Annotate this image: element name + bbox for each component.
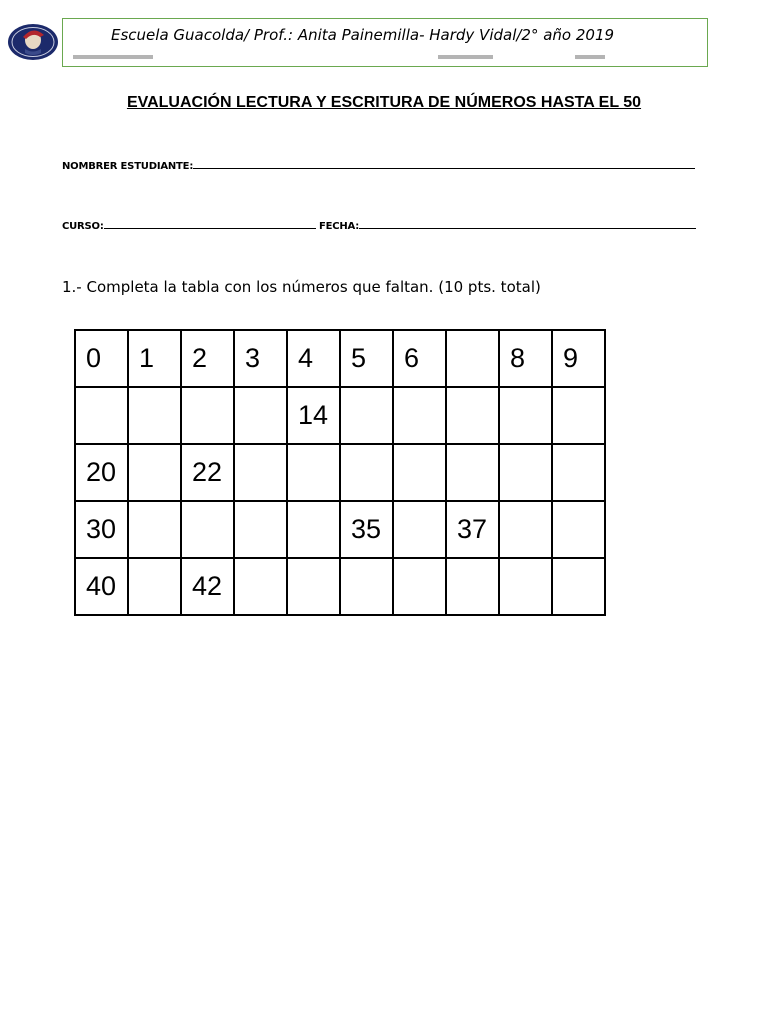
empty-number-cell[interactable] [234,387,287,444]
table-row [75,501,605,558]
empty-number-cell[interactable] [75,387,128,444]
empty-number-cell[interactable] [181,387,234,444]
school-logo [7,23,59,61]
empty-number-cell[interactable] [446,387,499,444]
number-cell [75,501,128,558]
number-cell [287,387,340,444]
number-cell-value: 9 [563,343,579,373]
empty-number-cell[interactable] [552,444,605,501]
number-cell [552,330,605,387]
empty-number-cell[interactable] [446,444,499,501]
header-box [62,18,708,67]
evaluation-title [0,94,768,112]
table-row [75,387,605,444]
empty-number-cell[interactable] [128,501,181,558]
empty-number-cell[interactable] [287,501,340,558]
number-cell-value: 5 [351,343,367,373]
date-blank[interactable] [359,218,696,229]
empty-number-cell[interactable] [234,558,287,615]
school-header-text: Escuela Guacolda/ Prof.: Anita Painemilla- Hardy Vidal/2° año 2019 [111,26,615,44]
number-cell [75,444,128,501]
student-name-label: NOMBRER ESTUDIANTE: [62,161,194,172]
empty-number-cell[interactable] [393,558,446,615]
number-cell-value: 1 [139,343,155,373]
header-ghost-mark [73,55,153,59]
header-ghost-mark [438,55,493,59]
number-cell-value: 6 [404,343,420,373]
number-table [74,329,606,616]
empty-number-cell[interactable] [393,444,446,501]
number-cell [499,330,552,387]
number-cell [181,558,234,615]
number-cell-value: 0 [86,343,102,373]
number-cell [75,330,128,387]
empty-number-cell[interactable] [287,558,340,615]
number-cell [234,330,287,387]
empty-number-cell[interactable] [552,387,605,444]
empty-number-cell[interactable] [393,387,446,444]
course-label: CURSO: [62,221,104,232]
empty-number-cell[interactable] [287,444,340,501]
number-cell [128,330,181,387]
number-cell-value: 35 [351,514,382,544]
empty-number-cell[interactable] [128,444,181,501]
number-cell-value: 20 [86,457,117,487]
table-row [75,330,605,387]
empty-number-cell[interactable] [340,558,393,615]
number-cell [75,558,128,615]
table-row [75,444,605,501]
empty-number-cell[interactable] [393,501,446,558]
empty-number-cell[interactable] [499,501,552,558]
student-name-field [62,158,695,172]
empty-number-cell[interactable] [234,501,287,558]
table-row [75,558,605,615]
empty-number-cell[interactable] [552,501,605,558]
number-cell [340,501,393,558]
number-cell [340,330,393,387]
empty-number-cell[interactable] [499,558,552,615]
question-1: 1.- Completa la tabla con los números que faltan. (10 pts. total) [62,278,541,296]
number-cell-value: 4 [298,343,314,373]
empty-number-cell[interactable] [340,444,393,501]
empty-number-cell[interactable] [446,558,499,615]
empty-number-cell[interactable] [552,558,605,615]
number-cell-value: 42 [192,571,223,601]
empty-number-cell[interactable] [446,330,499,387]
student-name-blank[interactable] [193,158,695,169]
date-label: FECHA: [318,221,360,232]
number-cell-value: 8 [510,343,526,373]
empty-number-cell[interactable] [181,501,234,558]
number-cell [287,330,340,387]
number-cell [393,330,446,387]
number-cell [181,330,234,387]
course-date-field [62,218,696,232]
empty-number-cell[interactable] [128,387,181,444]
evaluation-title-text: EVALUACIÓN LECTURA Y ESCRITURA DE NÚMEROS HASTA EL 50 [126,94,642,111]
course-blank[interactable] [104,218,316,229]
number-cell-value: 40 [86,571,117,601]
number-cell-value: 37 [457,514,488,544]
number-cell [446,501,499,558]
number-cell-value: 2 [192,343,208,373]
empty-number-cell[interactable] [499,444,552,501]
number-cell-value: 22 [192,457,223,487]
empty-number-cell[interactable] [128,558,181,615]
number-cell [181,444,234,501]
empty-number-cell[interactable] [499,387,552,444]
empty-number-cell[interactable] [340,387,393,444]
header-ghost-mark [575,55,605,59]
number-cell-value: 3 [245,343,261,373]
number-cell-value: 30 [86,514,117,544]
number-cell-value: 14 [298,400,329,430]
empty-number-cell[interactable] [234,444,287,501]
